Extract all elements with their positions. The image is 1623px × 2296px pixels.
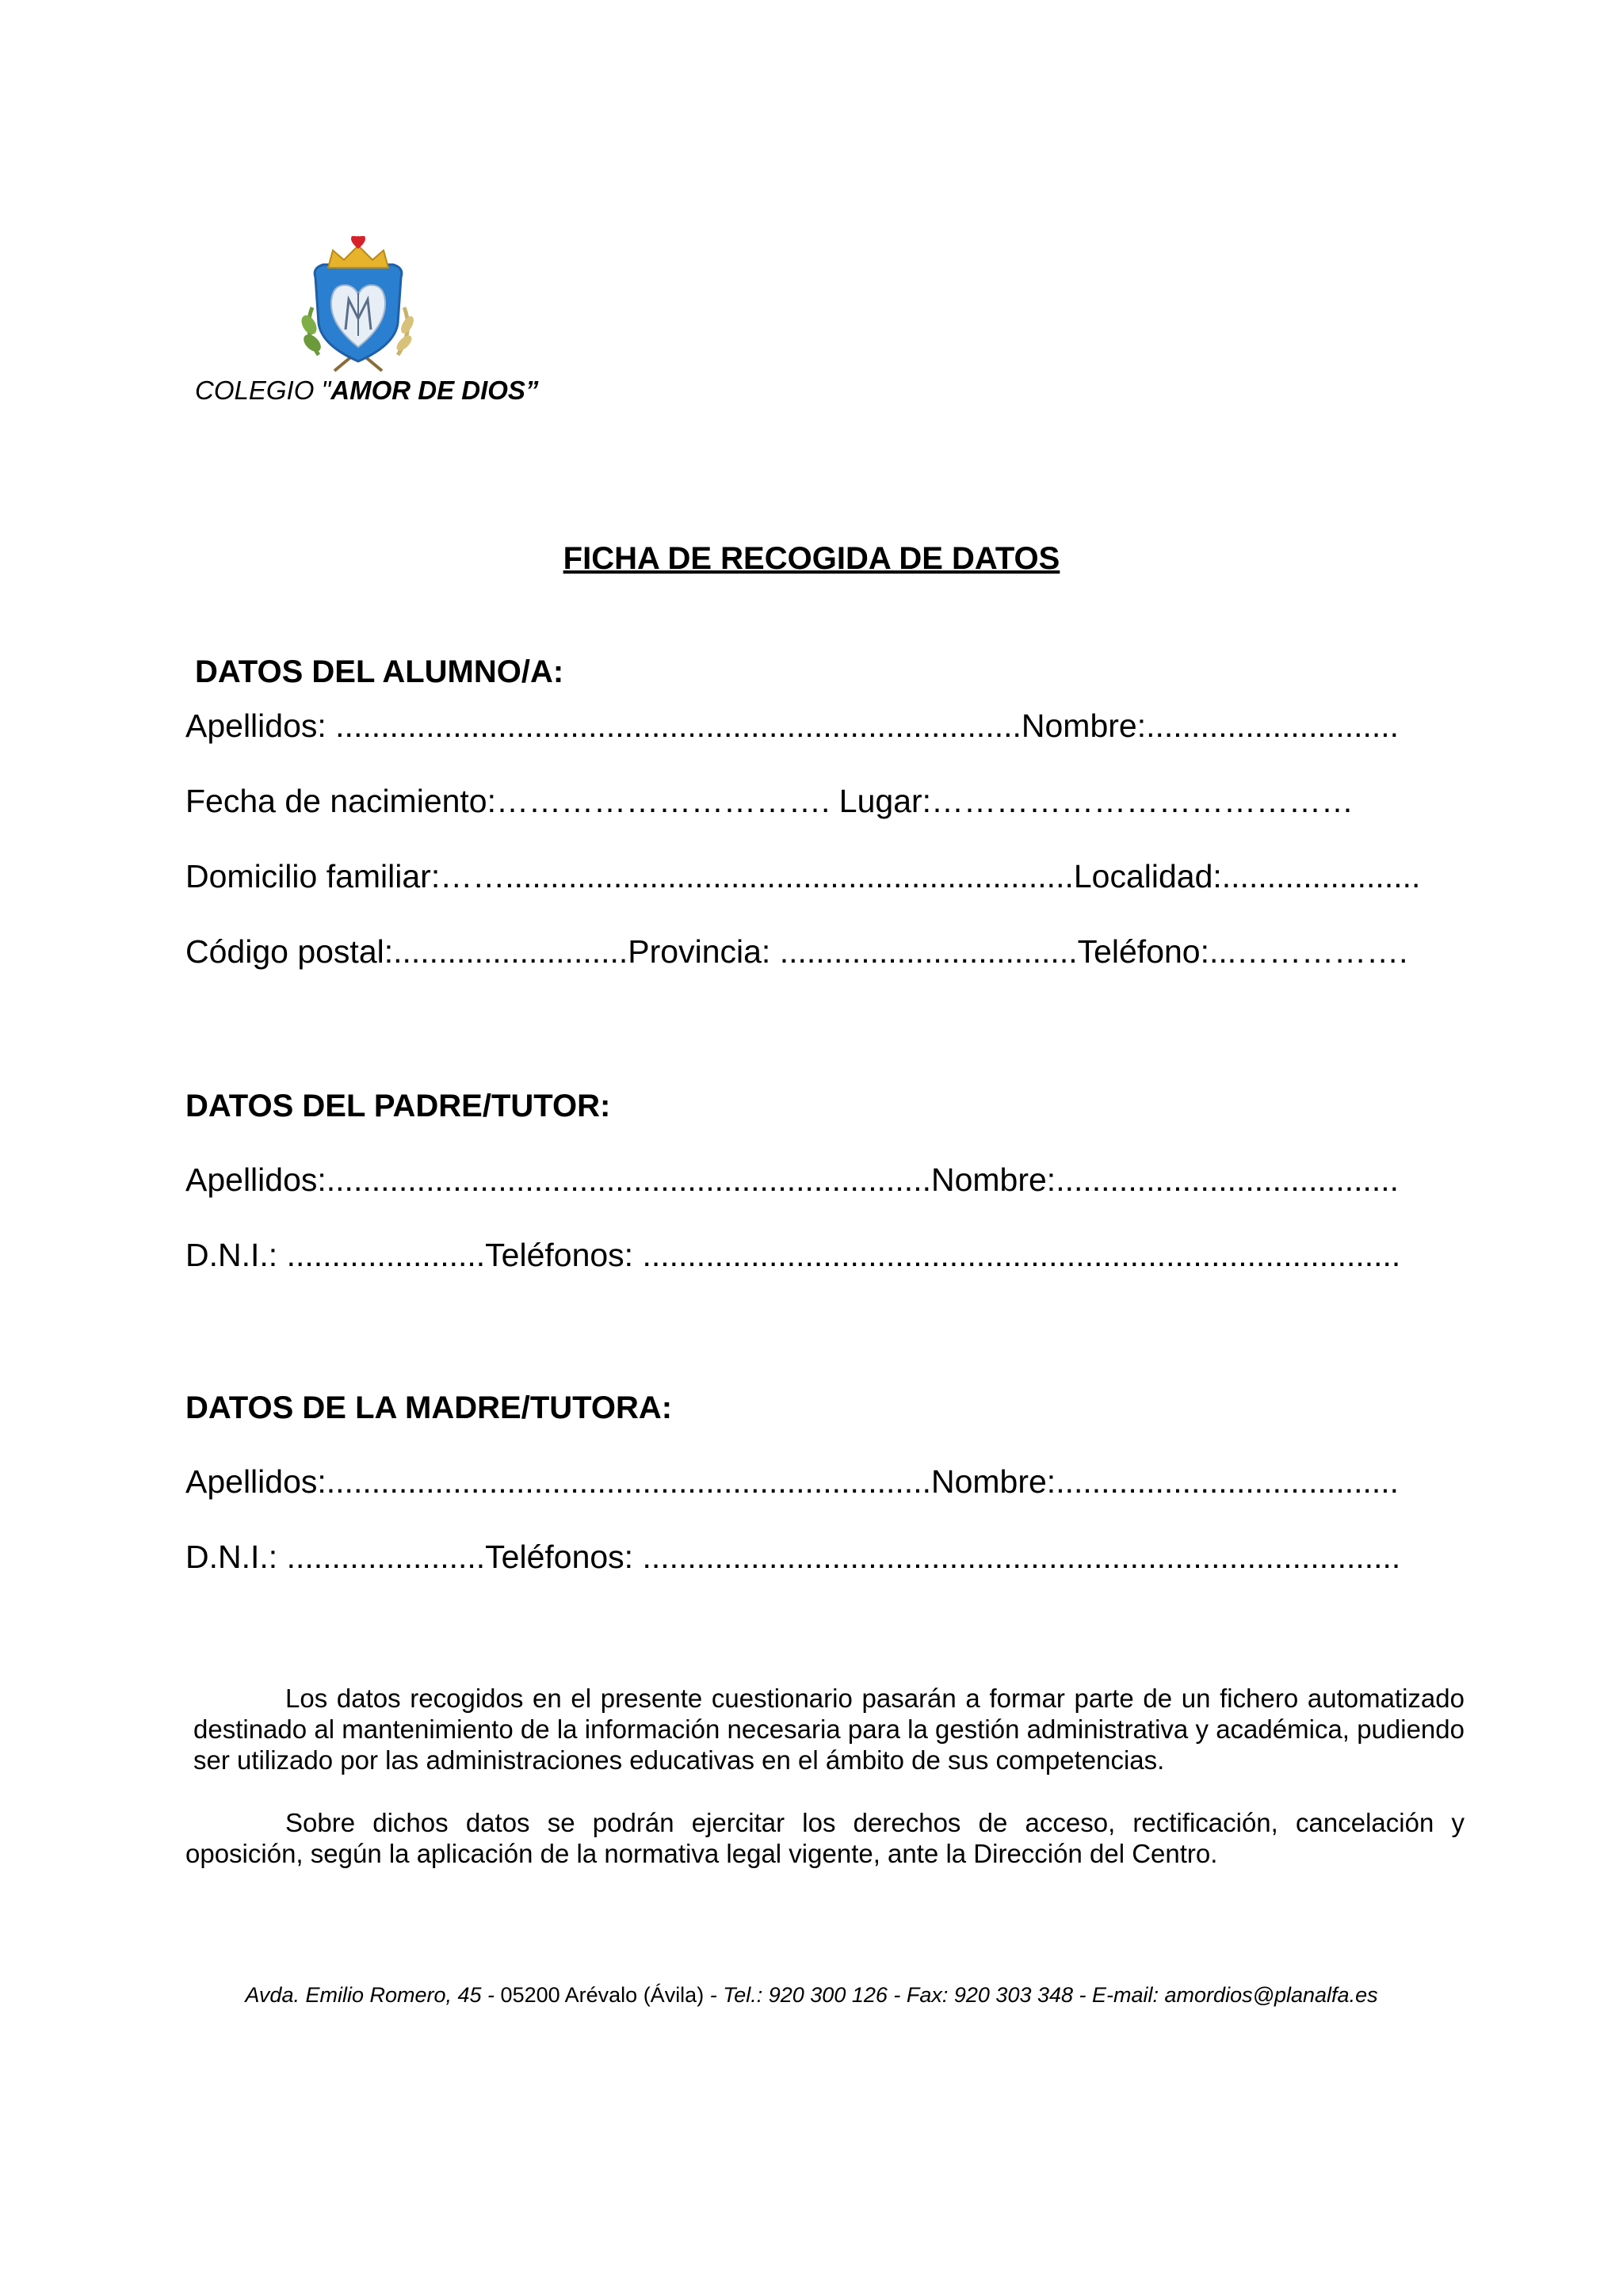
- footer-contact-details: - Tel.: 920 300 126 - Fax: 920 303 348 - E-mail: amordios@planalfa.es: [704, 1983, 1378, 2007]
- school-crest-logo: [295, 236, 422, 379]
- legal-paragraph-1-text: Los datos recogidos en el presente cuestionario pasarán a formar parte de un fichero automatizado destinado al mantenimiento de la información necesaria para la gestión administrativa y académica, pudiendo ser utilizado por las administraciones educativas en el ámbito de sus competencias.: [193, 1684, 1465, 1775]
- school-prefix: COLEGIO ": [195, 376, 331, 405]
- father-section-heading: DATOS DEL PADRE/TUTOR:: [185, 1089, 611, 1123]
- father-surname-name-field[interactable]: Apellidos:...................................................................Nombre:......................................: [185, 1161, 1400, 1198]
- legal-paragraph-2-text: Sobre dichos datos se podrán ejercitar los derechos de acceso, rectificación, cancelación y oposición, según la aplicación de la normativa legal vigente, ante la Dirección del Centro.: [185, 1808, 1465, 1868]
- form-title: FICHA DE RECOGIDA DE DATOS: [563, 541, 1060, 576]
- mother-surname-name-field[interactable]: Apellidos:...................................................................Nombre:......................................: [185, 1463, 1400, 1500]
- student-surname-name-field[interactable]: Apellidos: ............................................................................Nombre:............................: [185, 707, 1400, 744]
- mother-section-heading: DATOS DE LA MADRE/TUTORA:: [185, 1390, 673, 1425]
- father-dni-phones-field[interactable]: D.N.I.: ......................Teléfonos: ....................................................................................: [185, 1237, 1401, 1273]
- legal-paragraph-1: [193, 1683, 1465, 1775]
- footer-contact: [0, 1983, 1623, 2008]
- student-section-heading: DATOS DEL ALUMNO/A:: [195, 654, 564, 689]
- student-birth-date-place-field[interactable]: Fecha de nacimiento:…………………………. Lugar:…………………………………: [185, 783, 1354, 819]
- footer-city: 05200 Arévalo (Ávila): [500, 1983, 705, 2007]
- school-name-bold: AMOR DE DIOS”: [330, 376, 539, 405]
- footer-address: Avda. Emilio Romero, 45 -: [245, 1983, 501, 2007]
- student-address-locality-field[interactable]: Domicilio familiar:……...............................................................Localidad:......................: [185, 858, 1421, 894]
- mother-dni-phones-field[interactable]: D.N.I.: ......................Teléfonos: ....................................................................................: [185, 1539, 1401, 1575]
- student-postal-province-phone-field[interactable]: Código postal:..........................Provincia: .................................Teléfono:...…………….: [185, 933, 1408, 970]
- crest-icon: [295, 236, 422, 379]
- legal-paragraph-2: [185, 1807, 1465, 1869]
- school-name: [195, 376, 538, 406]
